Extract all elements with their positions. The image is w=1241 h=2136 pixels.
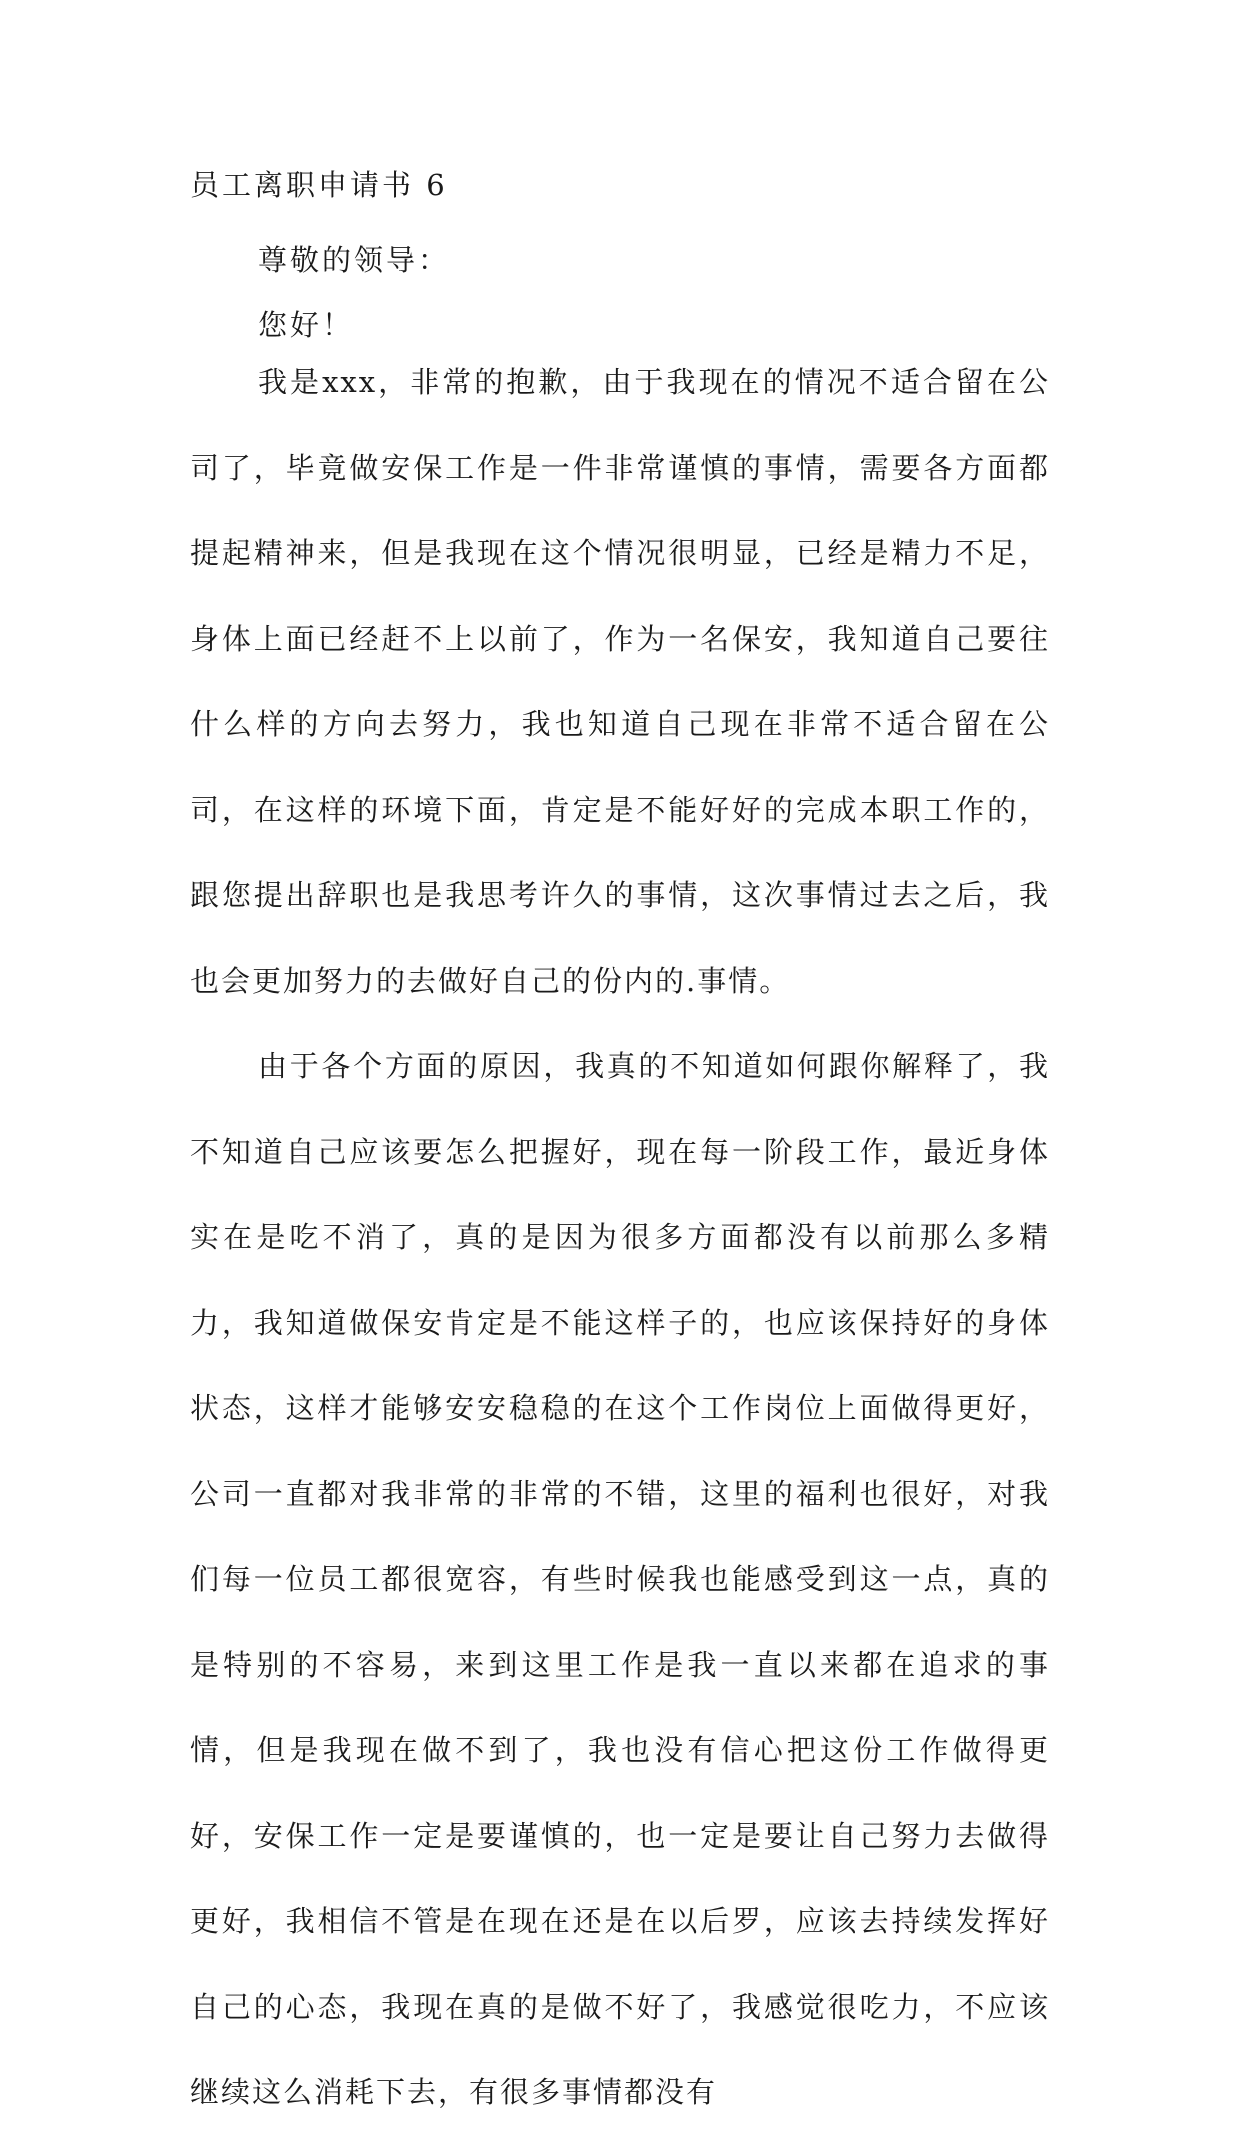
document-title: 员工离职申请书 6: [190, 168, 448, 202]
body-paragraph-2: 由于各个方面的原因，我真的不知道如何跟你解释了，我不知道自己应该要怎么把握好，现在每一阶段工作，最近身体实在是吃不消了，真的是因为很多方面都没有以前那么多精力，我知道做保安肯定是不能这样子的，也应该保持好的身体状态，这样才能够安安稳稳的在这个工作岗位上面做得更好，公司一直都对我非常的非常的不错，这里的福利也很好，对我们每一位员工都很宽容，有些时候我也能感受到这一点，真的是特别的不容易，来到这里工作是我一直以来都在追求的事情，但是我现在做不到了，我也没有信心把这份工作做得更好，安保工作一定是要谨慎的，也一定是要让自己努力去做得更好，我相信不管是在现在还是在以后罗，应该去持续发挥好自己的心态，我现在真的是做不好了，我感觉很吃力，不应该继续这么消耗下去，有很多事情都没有: [190, 1049, 1050, 2109]
greeting: 您好！: [258, 308, 355, 342]
salutation: 尊敬的领导：: [258, 243, 451, 277]
body-paragraph-1: 我是xxx，非常的抱歉，由于我现在的情况不适合留在公司了，毕竟做安保工作是一件非常谨慎的事情，需要各方面都提起精神来，但是我现在这个情况很明显，已经是精力不足，身体上面已经赶不上以前了，作为一名保安，我知道自己要往什么样的方向去努力，我也知道自己现在非常不适合留在公司，在这样的环境下面，肯定是不能好好的完成本职工作的，跟您提出辞职也是我思考许久的事情，这次事情过去之后，我也会更加努力的去做好自己的份内的.事情。: [190, 365, 1050, 998]
